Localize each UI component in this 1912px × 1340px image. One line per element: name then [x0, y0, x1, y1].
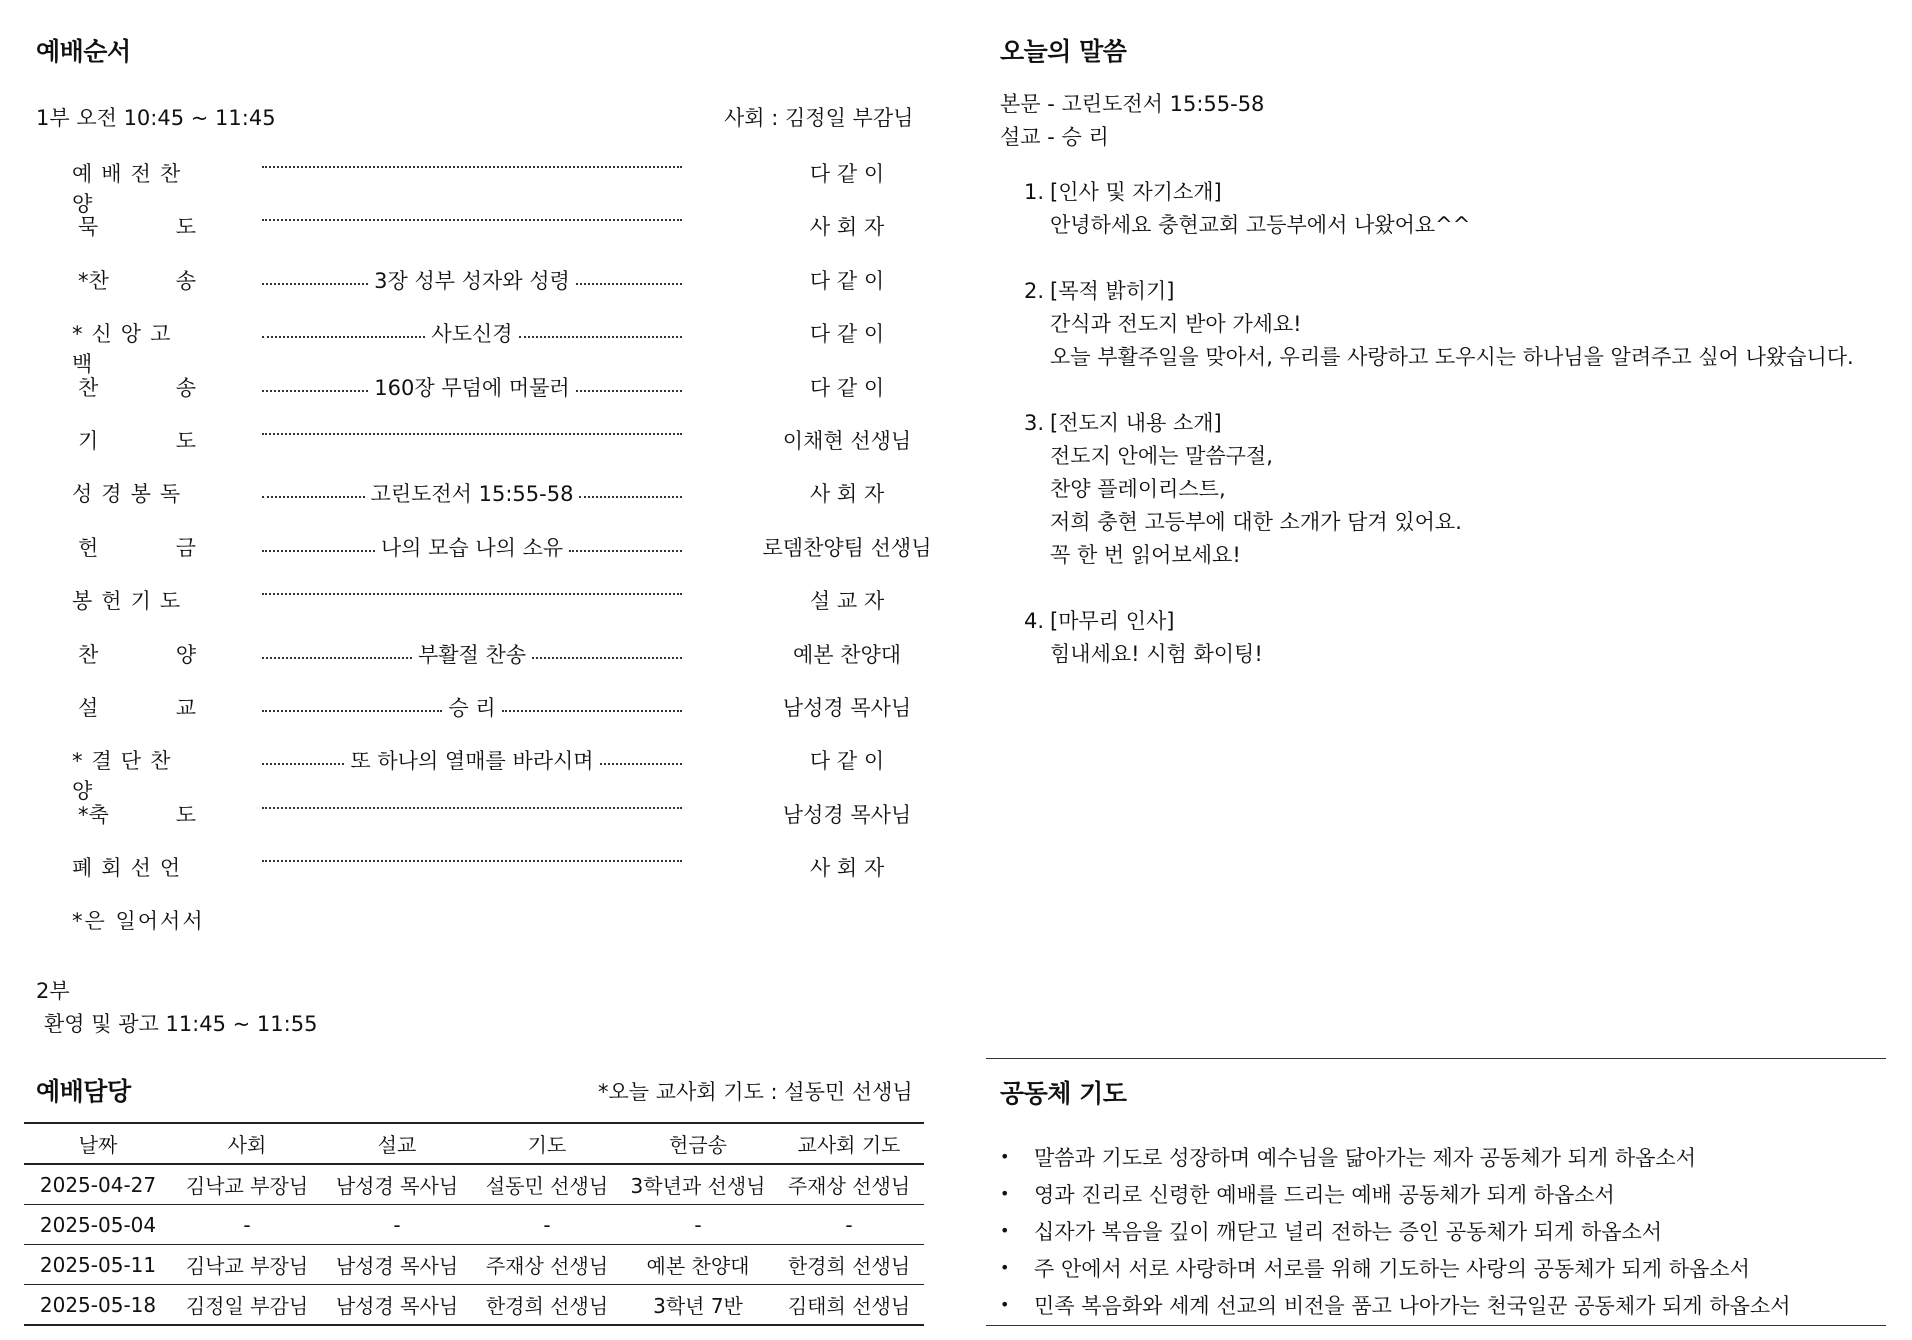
point-heading [1010, 407, 1462, 440]
todays-word-title: 오늘의 말씀 [1000, 37, 1127, 66]
table-cell: - [243, 1212, 251, 1237]
leader-label: 사회 : 김정일 부감님 [724, 106, 914, 130]
table-row [24, 1164, 924, 1205]
list-item [1000, 1175, 1790, 1212]
table-row [24, 1205, 924, 1245]
order-row [72, 478, 932, 508]
order-item-leader: 남성경 목사님 [782, 803, 912, 827]
order-row [72, 532, 932, 562]
order-row [72, 639, 932, 669]
order-item-title [78, 211, 196, 241]
dotted-leader [262, 265, 682, 295]
list-item [1000, 1138, 1790, 1175]
order-item-detail: 160장 무덤에 머물러 [374, 376, 570, 400]
order-row [72, 692, 932, 722]
prayer-text: 민족 복음화와 세계 선교의 비전을 품고 나아가는 천국일꾼 공동체가 되게 하옵소서 [1034, 1293, 1791, 1318]
bullet-icon: • [1000, 1147, 1010, 1166]
order-item-title: 봉헌기도 [72, 589, 190, 613]
point-section [1010, 605, 1263, 671]
point-number: 2. [1023, 279, 1044, 303]
order-row [72, 799, 932, 829]
section-divider-top [986, 1058, 1886, 1059]
table-row [24, 1245, 924, 1285]
title-char: 도 [175, 429, 196, 453]
table-cell: 김낙교 부장님 [185, 1254, 309, 1278]
dotted-leader [262, 211, 682, 221]
order-item-title [78, 372, 196, 402]
table-cell: 2025-04-27 [39, 1172, 157, 1197]
order-item-leader: 다 같 이 [809, 749, 885, 773]
point-line: 힘내세요! 시험 화이팅! [1050, 642, 1263, 666]
order-row [72, 745, 932, 803]
order-item-leader: 이채현 선생님 [782, 429, 912, 453]
table-cell: 2025-05-18 [39, 1292, 157, 1317]
order-item-title [78, 532, 196, 562]
order-item-leader: 다 같 이 [809, 376, 885, 400]
table-cell: 3학년 7반 [653, 1294, 743, 1318]
order-row [72, 158, 932, 216]
dotted-leader [262, 852, 682, 862]
dotted-leader [262, 478, 682, 508]
bullet-icon: • [1000, 1221, 1010, 1240]
sermon-line: 설교 - 승 리 [1000, 125, 1109, 149]
title-char: 금 [175, 536, 196, 560]
prayer-text: 십자가 복음을 깊이 깨닫고 널리 전하는 증인 공동체가 되게 하옵소서 [1034, 1219, 1663, 1244]
title-char: 교 [175, 696, 196, 720]
order-item-leader: 예본 찬양대 [792, 643, 902, 667]
dotted-leader [262, 585, 682, 595]
order-row [72, 211, 932, 241]
point-line: 찬양 플레이리스트, [1050, 477, 1226, 501]
point-line: 안녕하세요 충현교회 고등부에서 나왔어요^^ [1050, 213, 1471, 237]
dotted-leader [262, 372, 682, 402]
part2-label: 2부 [36, 979, 70, 1003]
order-item-leader: 로뎀찬양팀 선생님 [762, 536, 932, 560]
table-cell: - [845, 1212, 853, 1237]
point-line: 오늘 부활주일을 맞아서, 우리를 사랑하고 도우시는 하나님을 알려주고 싶어 나왔습니다. [1050, 345, 1854, 369]
order-item-title [78, 265, 196, 295]
prayer-text: 말씀과 기도로 성장하며 예수님을 닮아가는 제자 공동체가 되게 하옵소서 [1034, 1145, 1696, 1170]
title-char: 양 [175, 643, 196, 667]
table-header: 설교 [377, 1133, 417, 1157]
table-cell: 2025-05-11 [39, 1252, 157, 1277]
order-item-detail: 고린도전서 15:55-58 [370, 482, 574, 506]
order-item-leader: 다 같 이 [809, 322, 885, 346]
order-item-title: *신앙고백 [72, 322, 180, 376]
order-item-detail: 부활절 찬송 [417, 643, 527, 667]
worship-duty-title: 예배담당 [36, 1077, 131, 1106]
point-section [1010, 407, 1462, 572]
dotted-leader [262, 318, 682, 348]
table-cell: 김정일 부감님 [185, 1294, 309, 1318]
point-number: 1. [1023, 180, 1044, 204]
community-prayer-list [1000, 1138, 1790, 1323]
prayer-text: 영과 진리로 신령한 예배를 드리는 예배 공동체가 되게 하옵소서 [1034, 1182, 1615, 1207]
order-item-leader: 다 같 이 [809, 162, 885, 186]
point-heading-text: [마무리 인사] [1050, 609, 1175, 633]
order-item-detail: 승 리 [448, 696, 496, 720]
table-cell: 한경희 선생님 [485, 1294, 609, 1318]
point-section [1010, 275, 1854, 374]
order-item-leader: 사 회 자 [809, 482, 885, 506]
table-cell: 김낙교 부장님 [185, 1174, 309, 1198]
duty-schedule-table [24, 1122, 924, 1326]
point-line: 저희 충현 고등부에 대한 소개가 담겨 있어요. [1050, 510, 1462, 534]
dotted-leader [262, 639, 682, 669]
table-cell: 남성경 목사님 [335, 1294, 459, 1318]
table-cell: 남성경 목사님 [335, 1174, 459, 1198]
part1-label: 1부 오전 10:45 ~ 11:45 [36, 106, 276, 130]
order-row [72, 265, 932, 295]
bullet-icon: • [1000, 1295, 1010, 1314]
order-item-title [78, 425, 196, 455]
table-header: 교사회 기도 [797, 1133, 901, 1157]
title-char: 헌 [78, 536, 99, 560]
part2-detail: 환영 및 광고 11:45 ~ 11:55 [44, 1012, 318, 1036]
order-row [72, 372, 932, 402]
dotted-leader [262, 799, 682, 809]
point-heading [1010, 275, 1854, 308]
list-item [1000, 1249, 1790, 1286]
order-item-detail: 3장 성부 성자와 성령 [374, 269, 570, 293]
scripture-line: 본문 - 고린도전서 15:55-58 [1000, 92, 1265, 116]
standing-note: *은 일어서서 [72, 909, 205, 933]
title-char: 묵 [78, 215, 99, 239]
title-char: *찬 [78, 269, 109, 293]
table-header: 기도 [527, 1133, 567, 1157]
order-item-title: *결단찬양 [72, 749, 180, 803]
dotted-leader [262, 692, 682, 722]
table-cell: 주재상 선생님 [787, 1174, 911, 1198]
table-cell: 한경희 선생님 [787, 1254, 911, 1278]
order-item-leader: 사 회 자 [809, 215, 885, 239]
point-number: 3. [1023, 411, 1044, 435]
order-item-title: 폐회선언 [72, 856, 190, 880]
point-line: 전도지 안에는 말씀구절, [1050, 444, 1273, 468]
order-item-title [78, 799, 196, 829]
prayer-text: 주 안에서 서로 사랑하며 서로를 위해 기도하는 사랑의 공동체가 되게 하옵소서 [1034, 1256, 1750, 1281]
list-item [1000, 1286, 1790, 1323]
point-heading-text: [인사 및 자기소개] [1050, 180, 1222, 204]
order-item-leader: 사 회 자 [809, 856, 885, 880]
table-cell: - [393, 1212, 401, 1237]
order-item-leader: 다 같 이 [809, 269, 885, 293]
order-item-title [78, 692, 196, 722]
table-cell: 2025-05-04 [39, 1212, 157, 1237]
point-heading-text: [목적 밝히기] [1050, 279, 1175, 303]
table-header: 사회 [227, 1133, 267, 1157]
point-heading [1010, 605, 1263, 638]
order-item-detail: 또 하나의 열매를 바라시며 [350, 749, 594, 773]
dotted-leader [262, 158, 682, 168]
point-number: 4. [1023, 609, 1044, 633]
table-cell: 설동민 선생님 [485, 1174, 609, 1198]
point-line: 간식과 전도지 받아 가세요! [1050, 312, 1302, 336]
table-cell: - [543, 1212, 551, 1237]
order-row [72, 318, 932, 376]
order-row [72, 425, 932, 455]
order-item-detail: 사도신경 [431, 322, 513, 346]
title-char: 기 [78, 429, 99, 453]
table-cell: 주재상 선생님 [485, 1254, 609, 1278]
table-header: 날짜 [78, 1133, 118, 1157]
table-cell: - [694, 1212, 702, 1237]
title-char: 찬 [78, 643, 99, 667]
title-char: 송 [175, 269, 196, 293]
title-char: 도 [175, 215, 196, 239]
title-char: 송 [175, 376, 196, 400]
title-char: 도 [175, 803, 196, 827]
table-row [24, 1285, 924, 1326]
point-section [1010, 176, 1470, 242]
dotted-leader [262, 425, 682, 435]
order-item-detail: 나의 모습 나의 소유 [380, 536, 564, 560]
order-row [72, 585, 932, 615]
bullet-icon: • [1000, 1184, 1010, 1203]
order-of-worship-title: 예배순서 [36, 37, 131, 66]
title-char: 찬 [78, 376, 99, 400]
table-header: 헌금송 [669, 1133, 727, 1157]
order-item-title [78, 639, 196, 669]
title-char: *축 [78, 803, 109, 827]
table-cell: 예본 찬양대 [646, 1254, 750, 1278]
dotted-leader [262, 745, 682, 775]
point-line: 꼭 한 번 읽어보세요! [1050, 543, 1241, 567]
table-cell: 남성경 목사님 [335, 1254, 459, 1278]
table-header-row [24, 1123, 924, 1164]
section-divider-bottom [986, 1325, 1886, 1326]
bullet-icon: • [1000, 1258, 1010, 1277]
list-item [1000, 1212, 1790, 1249]
table-cell: 3학년과 선생님 [630, 1174, 766, 1198]
dotted-leader [262, 532, 682, 562]
order-item-title: 성경봉독 [72, 482, 190, 506]
order-item-leader: 설 교 자 [809, 589, 885, 613]
teacher-prayer-note: *오늘 교사회 기도 : 설동민 선생님 [598, 1080, 913, 1104]
title-char: 설 [78, 696, 99, 720]
point-heading-text: [전도지 내용 소개] [1050, 411, 1222, 435]
point-heading [1010, 176, 1470, 209]
table-cell: 김태희 선생님 [787, 1294, 911, 1318]
order-item-title: 예배전찬양 [72, 162, 190, 216]
order-item-leader: 남성경 목사님 [782, 696, 912, 720]
order-row [72, 852, 932, 882]
community-prayer-title: 공동체 기도 [1000, 1079, 1127, 1108]
